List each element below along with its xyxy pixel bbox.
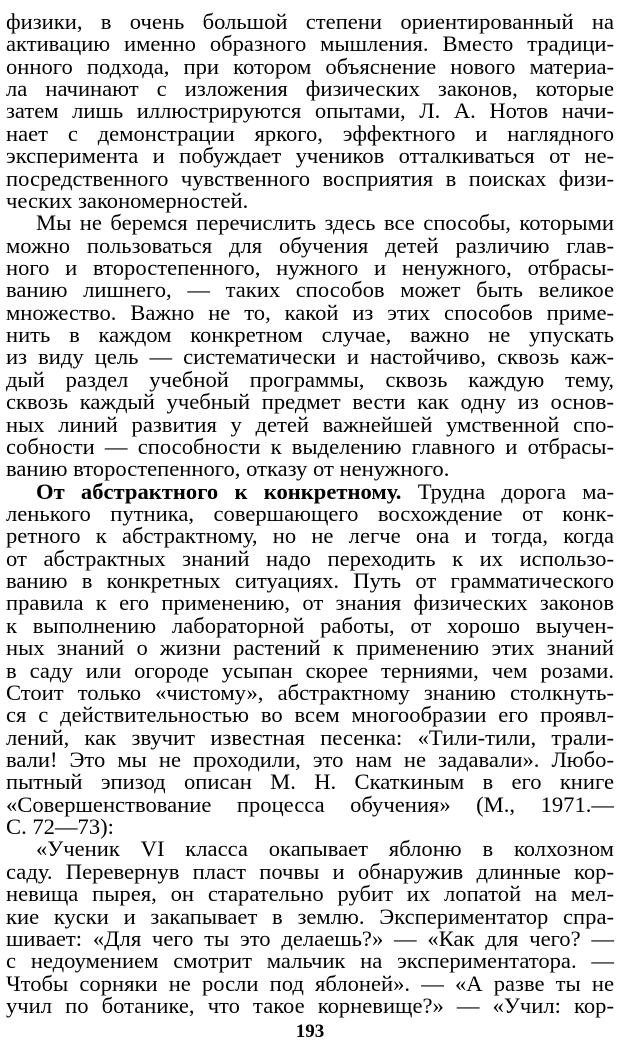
text-line-27: правила к его применению, от знания физических законов [6, 590, 614, 615]
text-line-7: эксперимента и побуждает учеников отталкиваться от не- [6, 143, 614, 168]
text-line-5: затем лишь иллюстрируются опытами, Л. А. Нотов начи- [6, 98, 614, 123]
text-line-22: Трудна дорога ма- [417, 479, 614, 504]
text-line-24: ретного к абстрактному, но не легче она и тогда, когда [6, 523, 614, 548]
section-heading: От абстрактного к конкретному. [36, 479, 402, 504]
text-line-37: С. 72—73): [6, 814, 114, 839]
text-line-2: активацию именно образного мышления. Вместо традици- [6, 31, 614, 56]
text-line-15: нить в каждом конкретном случае, важно не упускать [6, 322, 614, 347]
text-line-4: ла начинают с изложения физических законов, которые [6, 76, 614, 101]
text-line-3: онного подхода, при котором объяснение нового материа- [6, 54, 614, 79]
text-line-35: пытный эпизод описан М. Н. Скаткиным в его книге [6, 769, 614, 794]
text-line-20: собности — способности к выделению главного и отбрасы- [6, 434, 614, 459]
text-line-11: можно пользоваться для обучения детей различию глав- [6, 233, 614, 258]
text-line-32: ся с действительностью во всем многообразии его проявл- [6, 702, 614, 727]
text-line-17: дый раздел учебной программы, сквозь каждую тему, [6, 367, 614, 392]
text-line-14: множество. Важно не то, какой из этих способов приме- [6, 300, 614, 325]
text-line-33: лений, как звучит известная песенка: «Тили-тили, трали- [6, 725, 614, 750]
text-line-39: саду. Перевернув пласт почвы и обнаружив длинные кор- [6, 859, 614, 884]
text-line-30: в саду или огороде усыпан скорее терниями, чем розами. [6, 658, 614, 683]
text-line-19: ных линий развития у детей важнейшей умственной спо- [6, 412, 614, 437]
text-line-34: вали! Это мы не проходили, это нам не задавали». Любо- [6, 747, 614, 772]
text-line-12: ного и второстепенного, нужного и ненужного, отбрасы- [6, 255, 614, 280]
text-line-45: учил по ботанике, что такое корневище?» — «Учил: кор- [6, 993, 614, 1018]
book-page [6, 4, 614, 1044]
text-line-38: «Ученик VI класса окапывает яблоню в колхозном [36, 836, 614, 861]
page-number: 193 [295, 1021, 325, 1042]
text-line-44: Чтобы сорняки не росли под яблоней». — «А разве ты не [6, 971, 614, 996]
text-line-13: ванию лишнего, — таких способов может быть великое [6, 277, 614, 302]
text-line-31: Стоит только «чистому», абстрактному знанию столкнуть- [6, 680, 614, 705]
text-line-42: шивает: «Для чего ты это делаешь?» — «Как для чего? — [6, 926, 614, 951]
text-line-1: физики, в очень большой степени ориентированный на [6, 9, 614, 34]
text-line-40: невища пырея, он старательно рубит их лопатой на мел- [6, 881, 614, 906]
text-line-9: ческих закономерностей. [6, 188, 249, 213]
text-line-23: ленького путника, совершающего восхождение от конк- [6, 501, 614, 526]
text-line-26: ванию в конкретных ситуациях. Путь от грамматического [6, 568, 614, 593]
text-line-43: с недоумением смотрит мальчик на экспериментатора. — [6, 948, 614, 973]
text-line-25: от абстрактных знаний надо переходить к их использо- [6, 546, 614, 571]
text-line-21: ванию второстепенного, отказу от ненужного. [6, 456, 450, 481]
text-line-28: к выполнению лабораторной работы, от хорошо выучен- [6, 613, 614, 638]
text-line-6: нает с демонстрации яркого, эффектного и наглядного [6, 121, 614, 146]
text-line-18: сквозь каждый учебный предмет вести как одну из основ- [6, 389, 614, 414]
text-line-29: ных знаний о жизни растений к применению этих знаний [6, 635, 614, 660]
text-line-10: Мы не беремся перечислить здесь все способы, которыми [36, 210, 614, 235]
text-line-8: посредственного чувственного восприятия в поисках физи- [6, 166, 614, 191]
text-line-16: из виду цель — систематически и настойчиво, сквозь каж- [6, 344, 614, 369]
text-line-36: «Совершенствование процесса обучения» (М., 1971.— [6, 792, 614, 817]
section-heading-line [36, 480, 614, 503]
text-line-41: кие куски и закапывает в землю. Экспериментатор спра- [6, 904, 614, 929]
